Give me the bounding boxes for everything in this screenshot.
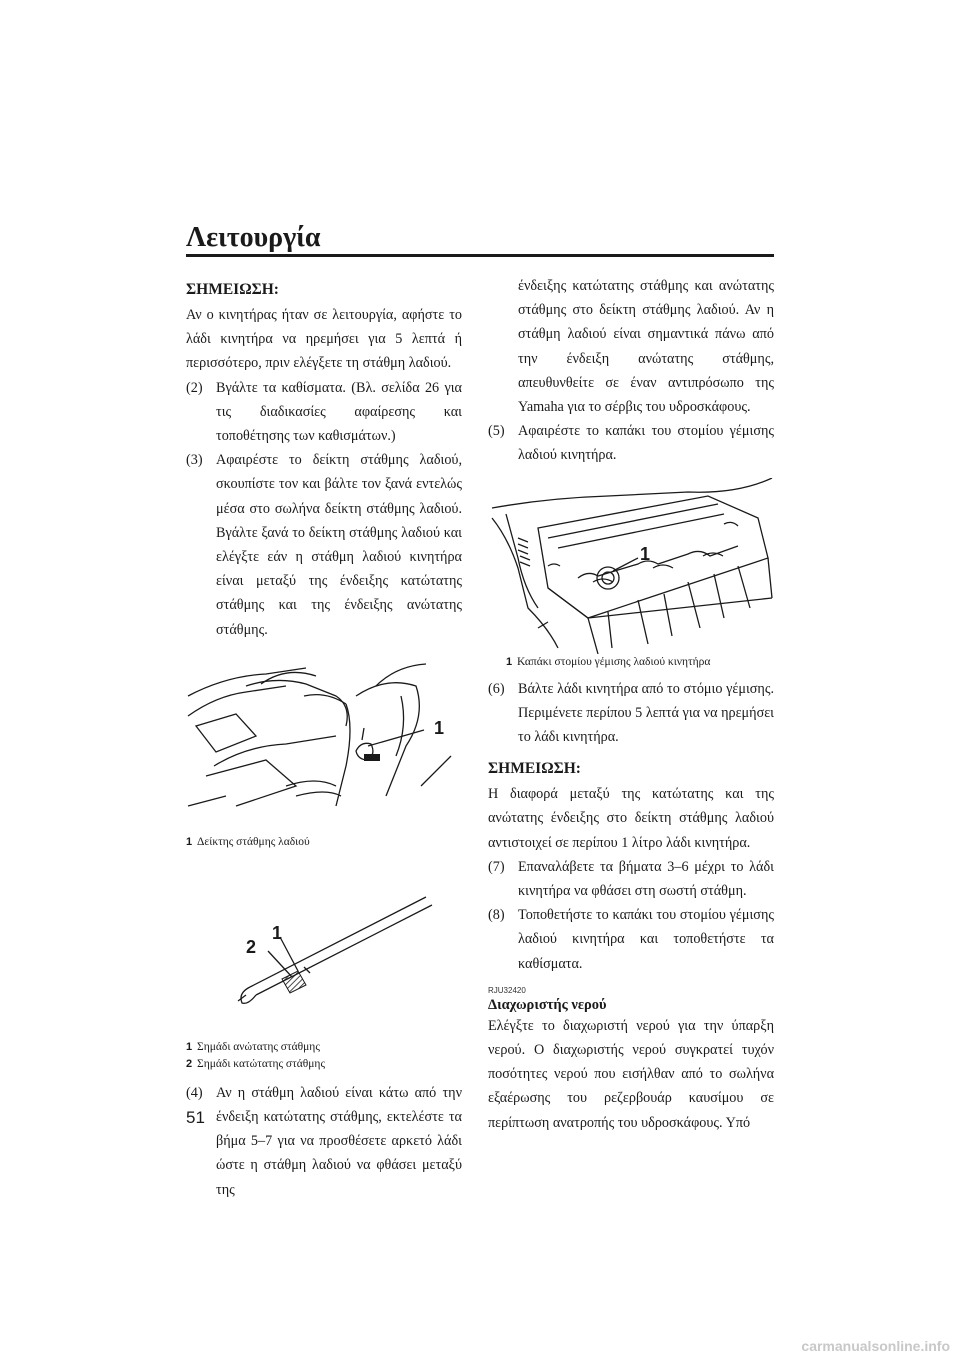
- step-8: [488, 903, 774, 976]
- page-title: Λειτουργία: [186, 222, 321, 253]
- step-5: [488, 419, 774, 467]
- dipstick-location-illustration: [186, 656, 462, 834]
- caption-number: 1: [186, 1040, 193, 1053]
- caption-text: Σημάδι κατώτατης στάθμης: [197, 1057, 325, 1070]
- figure-caption: [186, 1039, 462, 1056]
- step-text: Αφαιρέστε το δείκτη στάθμης λαδιού, σκουπίστε τον και βάλτε τον ξανά εντελώς μέσα στο σωλήνα δείκτη στάθμης λαδιού. Βγάλτε ξανά το δείκτη στάθμης λαδιού και ελέγξτε εάν η στάθμη λαδιού κινητήρα είναι μεταξύ της ένδειξης κατώτατης στάθμης και της ένδειξης ανώτατης στάθμης.: [216, 452, 462, 638]
- callout-1: 1: [640, 543, 651, 564]
- step-text: Αν η στάθμη λαδιού είναι κάτω από την ένδειξη κατώτατης στάθμης, εκτελέστε τα βήμα 5–7 για να προσθέσετε αρκετό λάδι ώστε η στάθμη λαδιού να φθάσει μεταξύ της: [216, 1084, 462, 1198]
- note-heading: ΣΗΜΕΙΩΣΗ:: [186, 281, 279, 298]
- step-3: [186, 448, 462, 642]
- caption-text: Δείκτης στάθμης λαδιού: [197, 835, 310, 848]
- page-number: 51: [186, 1108, 205, 1127]
- note-heading: ΣΗΜΕΙΩΣΗ:: [488, 760, 581, 778]
- step-text: Βάλτε λάδι κινητήρα από το στόμιο γέμισης. Περιμένετε περίπου 5 λεπτά για να ηρεμήσει το λάδι κινητήρα.: [518, 680, 774, 746]
- step-number: (6): [488, 680, 505, 697]
- caption-text: Σημάδι ανώτατης στάθμης: [197, 1040, 320, 1053]
- right-column: [488, 274, 774, 1135]
- caption-number: 1: [186, 835, 193, 848]
- figure-oil-filler-cap: [488, 478, 774, 654]
- caption-text: Καπάκι στομίου γέμισης λαδιού κινητήρα: [517, 655, 711, 668]
- step-6: [488, 677, 774, 750]
- oil-filler-cap-illustration: [488, 478, 774, 654]
- caption-number: 1: [506, 655, 513, 668]
- figure-dipstick-marks: [186, 863, 462, 1039]
- callout-2: 2: [246, 936, 257, 957]
- section-text: Ελέγξτε το διαχωριστή νερού για την ύπαρξη νερού. Ο διαχωριστής νερού συγκρατεί τυχόν ποσότητες νερού που εισήλθαν από το σωλήνα εξαέρωσης του ρεζερβουάρ καυσίμου σε περίπτωση ανατροπής του υδροσκάφους. Υπό: [488, 1017, 774, 1131]
- figure-caption: [186, 834, 462, 851]
- step-number: (7): [488, 858, 505, 875]
- step-7: [488, 855, 774, 903]
- callout-1: 1: [434, 717, 445, 738]
- caption-number: 2: [186, 1057, 193, 1070]
- step-text: Βγάλτε τα καθίσματα. (Βλ. σελίδα 26 για τις διαδικασίες αφαίρεσης και τοποθέτησης των καθισμάτων.): [216, 379, 462, 445]
- step-4: [186, 1081, 462, 1202]
- note-text: Η διαφορά μεταξύ της κατώτατης και της ανώτατης ένδειξης στο δείκτη στάθμης λαδιού αντιστοιχεί σε περίπου 1 λίτρο λάδι κινητήρα.: [488, 786, 774, 851]
- step-2: [186, 376, 462, 449]
- figure-dipstick-location: [186, 656, 462, 834]
- figure-caption: [186, 1056, 462, 1073]
- step-number: (4): [186, 1084, 203, 1101]
- left-column: [186, 278, 462, 1202]
- callout-1: 1: [272, 922, 283, 943]
- step-text: Επαναλάβετε τα βήματα 3–6 μέχρι το λάδι κινητήρα να φθάσει στη σωστή στάθμη.: [518, 858, 774, 900]
- step-number: (3): [186, 452, 203, 469]
- watermark: carmanualsonline.info: [801, 1338, 950, 1354]
- figure-caption: [488, 654, 774, 671]
- step-text: Τοποθετήστε το καπάκι του στομίου γέμισης λαδιού κινητήρα και τοποθετήστε τα καθίσματα.: [518, 907, 774, 972]
- step-text: Αφαιρέστε το καπάκι του στομίου γέμισης λαδιού κινητήρα.: [518, 423, 774, 464]
- step-4-continued: ένδειξης κατώτατης στάθμης και ανώτατης στάθμης στο δείκτη στάθμης λαδιού. Αν η στάθμη λαδιού είναι σημαντικά πάνω από την ένδειξη ανώτατης στάθμης, απευθυνθείτε σε έναν αντιπρόσωπο της Yamaha για το σέρβις του υδροσκάφους.: [518, 278, 774, 416]
- dipstick-marks-illustration: [186, 863, 462, 1039]
- section-code: RJU32420: [488, 985, 526, 995]
- section-heading: Διαχωριστής νερού: [488, 996, 607, 1013]
- step-number: (5): [488, 423, 505, 440]
- note-text: Αν ο κινητήρας ήταν σε λειτουργία, αφήστε το λάδι κινητήρα να ηρεμήσει για 5 λεπτά ή περισσότερο, πριν ελέγξετε τη στάθμη λαδιού.: [186, 307, 462, 372]
- step-number: (8): [488, 907, 505, 924]
- step-number: (2): [186, 379, 203, 396]
- title-rule: [186, 254, 774, 257]
